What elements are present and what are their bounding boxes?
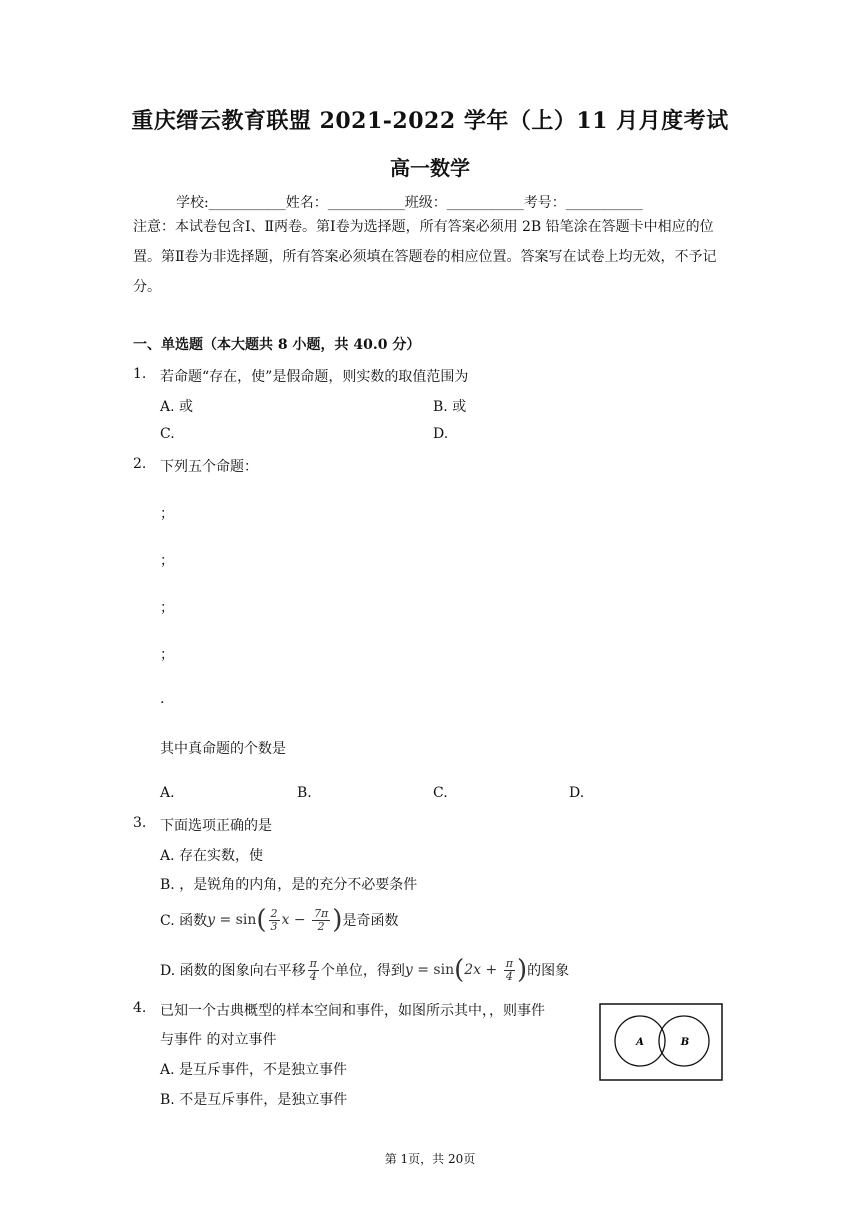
question-4-number: 4. bbox=[133, 1000, 147, 1016]
option-c-suffix: 是奇函数 bbox=[342, 913, 399, 929]
question-1-text: 若命题“存在，使”是假命题，则实数的取值范围为 bbox=[160, 369, 469, 385]
exam-title: 重庆缙云教育联盟 2021-2022 学年（上）11 月月度考试 bbox=[131, 108, 729, 134]
question-2-item-3: ； bbox=[160, 600, 174, 616]
question-3-option-a: A. 存在实数，使 bbox=[160, 848, 264, 864]
question-1-option-c: C. bbox=[160, 426, 175, 442]
option-d-suffix: 的图象 bbox=[527, 963, 570, 979]
question-4-option-a: A. 是互斥事件，不是独立事件 bbox=[160, 1062, 348, 1078]
question-2-option-b: B. bbox=[297, 785, 312, 801]
question-1-number: 1. bbox=[133, 366, 147, 382]
formula-sin-c: y = sin( $\frac{2}{3}$ x − $\frac{7\pi}{2}$ ) bbox=[207, 905, 343, 935]
question-4-text-line1: 已知一个古典概型的样本空间和事件，如图所示其中，，则事件 bbox=[160, 1003, 545, 1019]
question-4-text-line2: 与事件 的对立事件 bbox=[160, 1032, 277, 1048]
venn-diagram bbox=[599, 1003, 723, 1081]
page-footer: 第 1页，共 20页 bbox=[384, 1152, 476, 1166]
question-4-option-b: B. 不是互斥事件，是独立事件 bbox=[160, 1092, 348, 1108]
question-2-option-d: D. bbox=[569, 785, 585, 801]
question-2-tail: 其中真命题的个数是 bbox=[160, 741, 286, 757]
notice-paragraph: 注意：本试卷包含Ⅰ、Ⅱ两卷。第Ⅰ卷为选择题，所有答案必须用 2B 铅笔涂在答题卡中相应的位置。第Ⅱ卷为非选择题，所有答案必须填在答题卷的相应位置。答案写在试卷上均无效，不予记分。 bbox=[133, 219, 717, 295]
option-d-prefix: D. 函数的图象向右平移 bbox=[160, 963, 306, 979]
question-2-item-2: ； bbox=[160, 553, 174, 569]
section-heading: 一、单选题（本大题共 8 小题，共 40.0 分） bbox=[133, 337, 421, 353]
venn-label-b: B bbox=[680, 1037, 690, 1048]
question-1-option-b: B. 或 bbox=[433, 399, 467, 415]
question-3-number: 3. bbox=[133, 815, 147, 831]
exam-subtitle: 高一数学 bbox=[390, 156, 470, 180]
question-1-option-d: D. bbox=[433, 426, 449, 442]
question-3-option-d bbox=[160, 948, 569, 992]
question-2-number: 2. bbox=[133, 456, 147, 472]
formula-sin-d: y = sin(2x + $\frac{\pi}{4}$ ) bbox=[404, 955, 528, 985]
question-2-item-5: . bbox=[160, 691, 165, 707]
question-2-option-a: A. bbox=[160, 785, 175, 801]
venn-label-a: A bbox=[636, 1037, 644, 1048]
question-2-item-1: ； bbox=[160, 506, 174, 522]
option-c-prefix: C. 函数 bbox=[160, 913, 208, 929]
question-2-option-c: C. bbox=[433, 785, 448, 801]
question-3-option-c bbox=[160, 898, 398, 942]
question-3-option-b: B. ，是锐角的内角，是的充分不必要条件 bbox=[160, 877, 418, 893]
question-2-text: 下列五个命题： bbox=[160, 459, 258, 475]
question-1-option-a: A. 或 bbox=[160, 399, 194, 415]
option-d-middle: 个单位，得到 bbox=[320, 963, 405, 979]
venn-sample-space-box bbox=[600, 1004, 722, 1080]
formula-pi-over-4: $\frac{\pi}{4}$ bbox=[309, 956, 317, 983]
student-info-line: 学校:___________姓名：___________班级：___________考号：___________ bbox=[176, 195, 643, 211]
question-2-item-4: ； bbox=[160, 647, 174, 663]
question-3-text: 下面选项正确的是 bbox=[160, 818, 272, 834]
